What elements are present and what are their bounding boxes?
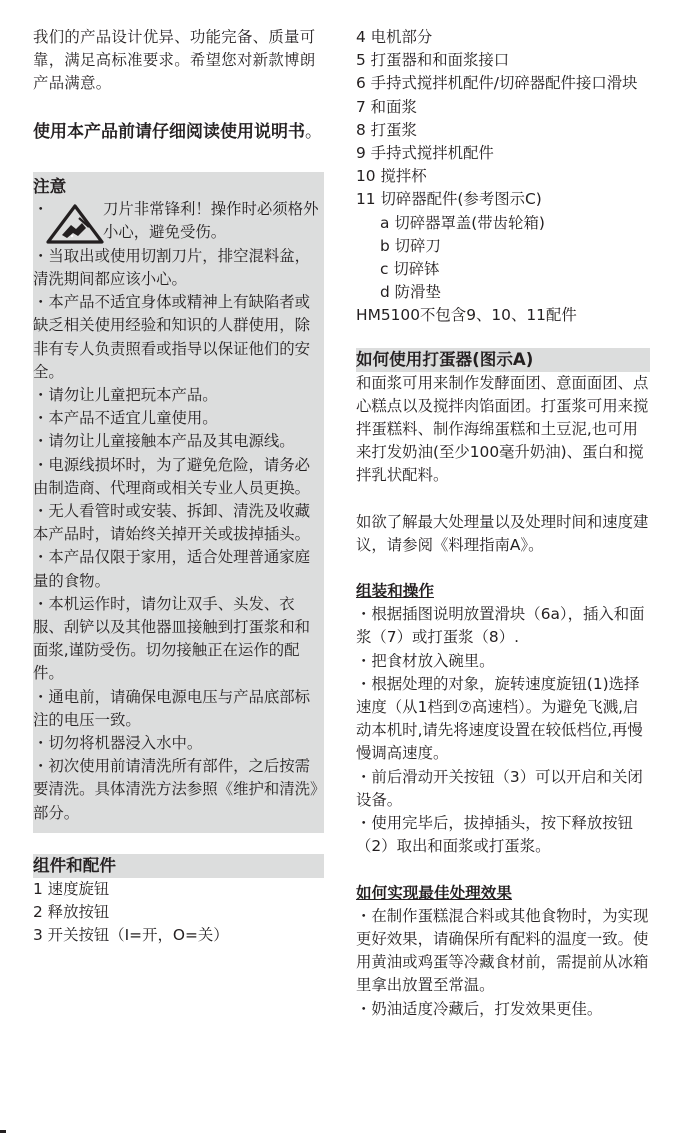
caution-item: ・请勿让儿童接触本产品及其电源线。 [33, 432, 295, 451]
component-item: 2 释放按钮 [33, 903, 110, 922]
caution-item: ・切勿将机器浸入水中。 [33, 734, 203, 753]
component-item: 9 手持式搅拌机配件 [356, 144, 494, 163]
component-item: 1 速度旋钮 [33, 879, 110, 898]
component-item: 11 切碎器配件(参考图示C) [356, 190, 542, 209]
caution-item: ・本产品不适宜儿童使用。 [33, 409, 218, 428]
component-item: 8 打蛋浆 [356, 120, 417, 139]
processing-guide-paragraph: 如欲了解最大处理量以及处理时间和速度建议，请参阅《料理指南A》。 [356, 512, 649, 554]
component-item: 4 电机部分 [356, 28, 433, 46]
component-item: 3 开关按钮（I=开，O=关） [33, 926, 229, 945]
read-manual-title [33, 120, 324, 145]
component-item: 6 手持式搅拌机配件/切碎器配件接口滑块 [356, 74, 638, 93]
assembly-item: ・根据处理的对象，旋转速度旋钮(1)选择速度（从1档到⑦高速档）。为避免飞溅,启动本机时,请先将速度设置在较低档位,再慢慢调高速度。 [356, 674, 643, 763]
assembly-item: ・使用完毕后，拔掉插头，按下释放按钮（2）取出和面浆或打蛋浆。 [356, 814, 634, 856]
caution-heading: 注意 [33, 176, 67, 196]
best-results-heading: 如何实现最佳处理效果 [356, 883, 512, 902]
caution-item: ・本产品不适宜身体或精神上有缺陷者或缺乏相关使用经验和知识的人群使用，除非有专人负责照看或指导以保证他们的安全。 [33, 293, 311, 381]
component-item: 7 和面浆 [356, 97, 417, 116]
best-results-item: ・奶油适度冷藏后，打发效果更佳。 [356, 999, 603, 1018]
how-to-use-heading: 如何使用打蛋器(图示A) [356, 348, 650, 372]
caution-item: ・通电前，请确保电源电压与产品底部标注的电压一致。 [33, 687, 311, 729]
assembly-item: ・前后滑动开关按钮（3）可以开启和关闭设备。 [356, 767, 643, 809]
left-column [33, 26, 324, 948]
intro-paragraph: 我们的产品设计优异、功能完备、质量可靠，满足高标准要求。希望您对新款博朗产品满意。 [33, 28, 316, 93]
read-manual-title-period: 。 [305, 121, 322, 142]
caution-item: ・初次使用前请清洗所有部件，之后按需要清洗。具体清洗方法参照《维护和清洗》部分。 [33, 757, 318, 822]
caution-item: ・本产品仅限于家用，适合处理普通家庭量的食物。 [33, 548, 311, 590]
assembly-item: ・把食材放入碗里。 [356, 651, 495, 670]
chopper-part-item: d 防滑垫 [380, 283, 441, 302]
caution-item: ・当取出或使用切割刀片，排空混料盆，清洗期间都应该小心。 [33, 246, 311, 289]
page-edge-mark [0, 1130, 6, 1133]
blade-warning-text: 刀片非常锋利！操作时必须格外小心，避免受伤。 [103, 199, 319, 242]
caution-item: ・请勿让儿童把玩本产品。 [33, 386, 218, 405]
assembly-item: ・根据插图说明放置滑块（6a），插入和面浆（7）或打蛋浆（8）. [356, 605, 645, 647]
best-results-item: ・在制作蛋糕混合料或其他食物时，为实现更好效果，请确保所有配料的温度一致。使用黄油或鸡蛋等冷藏食材前，需提前从冰箱里拿出放置至常温。 [356, 906, 649, 995]
assembly-heading: 组装和操作 [356, 582, 434, 601]
component-item: 10 搅拌杯 [356, 167, 427, 186]
caution-item: ・无人看管时或安装、拆卸、清洗及收藏本产品时，请始终关掉开关或拔掉插头。 [33, 502, 311, 544]
blade-warning-row [33, 198, 324, 245]
caution-item: ・电源线损坏时，为了避免危险，请务必由制造商、代理商或相关专业人员更换。 [33, 455, 311, 497]
caution-box [33, 172, 324, 833]
caution-item: ・本机运作时，请勿让双手、头发、衣服、刮铲以及其他器皿接触到打蛋浆和和面浆,谨防受伤。切勿接触正在运作的配件。 [33, 594, 311, 683]
chopper-part-item: b 切碎刀 [380, 236, 441, 255]
components-heading: 组件和配件 [33, 854, 324, 878]
hm-model-note: HM5100不包含9、10、11配件 [356, 306, 577, 325]
component-item: 5 打蛋器和和面浆接口 [356, 51, 510, 70]
read-manual-title-text: 使用本产品前请仔细阅读使用说明书 [33, 121, 305, 142]
right-column [356, 26, 650, 1021]
chopper-part-item: a 切碎器罩盖(带齿轮箱) [380, 213, 545, 232]
sharp-blade-warning-icon [45, 203, 105, 245]
blade-warning-bullet: ・ [33, 199, 49, 218]
chopper-part-item: c 切碎钵 [380, 260, 440, 279]
how-to-use-paragraph: 和面浆可用来制作发酵面团、意面面团、点心糕点以及搅拌肉馅面团。打蛋浆可用来搅拌蛋糕料、制作海绵蛋糕和土豆泥,也可用来打发奶油(至少100毫升奶油)、蛋白和搅拌乳状配料。 [356, 373, 649, 485]
